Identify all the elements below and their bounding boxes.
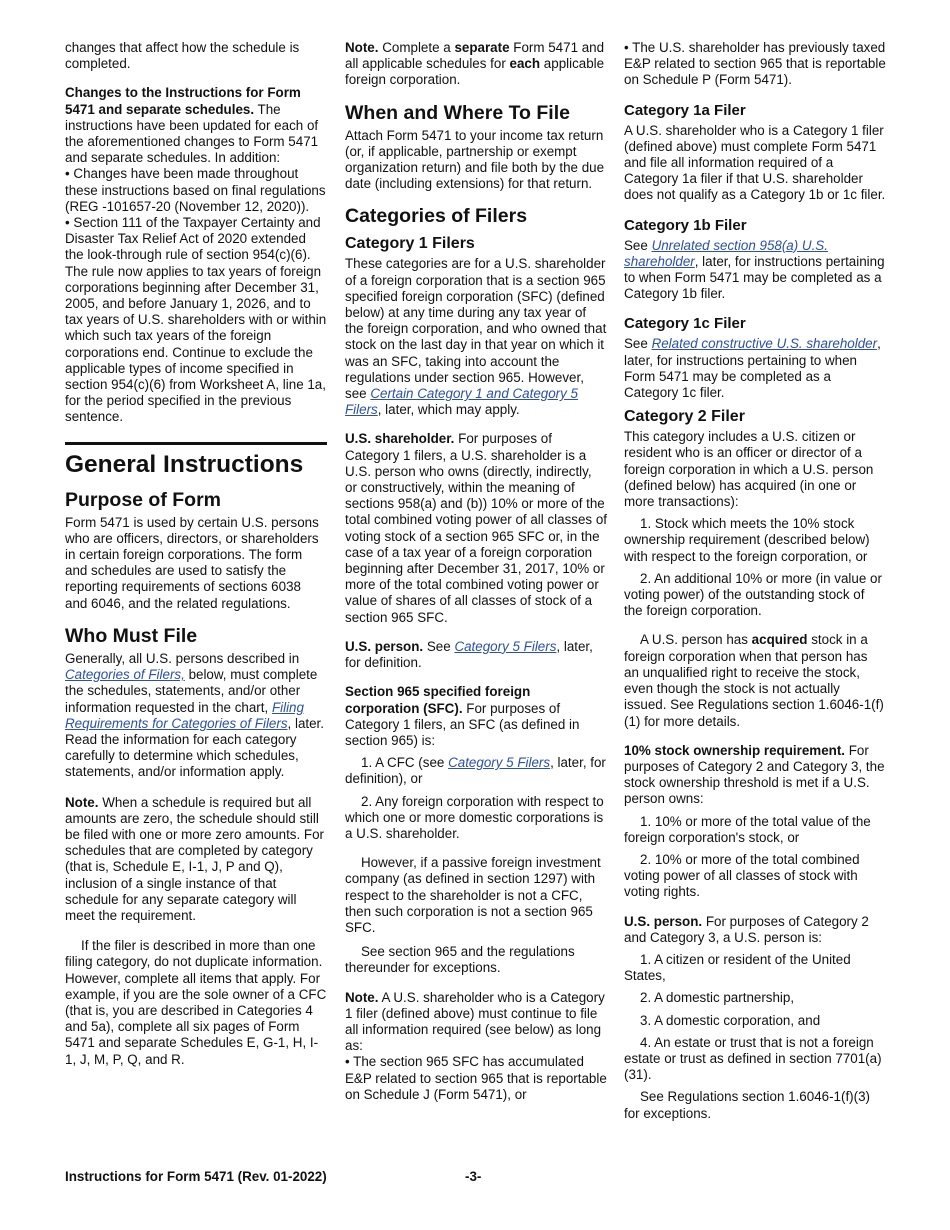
numbered-item <box>345 755 607 787</box>
heading-general-instructions: General Instructions <box>65 450 304 478</box>
text: For purposes of Category 1 filers, an SFC (as defined in section 965) is: <box>345 700 580 748</box>
text: , later. Read the information for each category carefully to determine which schedules, statements, and/or information apply. <box>65 715 325 780</box>
text: Complete a <box>382 40 451 55</box>
text: , later, for definition. <box>345 638 593 671</box>
bullet-item: • The section 965 SFC has accumulated E&P related to section 965 that is reportable on Schedule J (Form 5471), or <box>345 1054 607 1102</box>
paragraph: This category includes a U.S. citizen or resident who is an officer or director of a foreign corporation in which a U.S. person (defined below) has acquired (in one or more transactions): <box>624 429 874 510</box>
numbered-item: 2. 10% or more of the total combined voting power of all classes of stock with voting rights. <box>624 851 860 900</box>
text: , later, which may apply. <box>377 402 520 418</box>
note-label: Note. <box>65 794 99 810</box>
paragraph <box>65 651 327 781</box>
paragraph: changes that affect how the schedule is completed. <box>65 40 300 72</box>
numbered-item: 1. 10% or more of the total value of the foreign corporation's stock, or <box>624 813 871 845</box>
paragraph <box>624 743 886 808</box>
text: , later, for instructions pertaining to when Form 5471 may be completed as a Category 1b filer. <box>624 253 885 302</box>
text: See <box>624 336 648 352</box>
paragraph <box>345 431 607 625</box>
heading-category-1b: Category 1b Filer <box>624 216 747 234</box>
run-in-heading: Changes to the Instructions for Form 5471 and separate schedules. <box>65 85 301 117</box>
numbered-item: 1. Stock which meets the 10% stock ownership requirement (described below) with respect to the foreign corporation, or <box>624 516 870 564</box>
note-paragraph <box>345 990 607 1055</box>
numbered-item: 4. An estate or trust that is not a foreign estate or trust as defined in section 7701(a)(31). <box>624 1034 882 1083</box>
text: See <box>426 638 451 654</box>
page-footer <box>65 1169 885 1184</box>
text: These categories are for a U.S. shareholder of a foreign corporation that is a section 965 specified foreign corporation (SFC) (defined below) at any time during any tax year of the foreign corporation, and who owned that stock on the last day in that year on which it was an SFC, taking into account the regulations under section 965. However, see <box>345 256 607 402</box>
heading-who-must-file: Who Must File <box>65 624 198 647</box>
paragraph <box>65 85 327 166</box>
text: For purposes of Category 2 and Category 3, the stock ownership threshold is met if a U.S. person owns: <box>624 742 885 807</box>
note-paragraph <box>345 40 607 89</box>
run-in-heading: U.S. shareholder. <box>345 431 455 447</box>
numbered-item: 2. Any foreign corporation with respect to which one or more domestic corporations is a U.S. shareholder. <box>345 793 604 841</box>
text: , later, for definition), or <box>345 755 606 787</box>
text: A U.S. shareholder who is a Category 1 filer (defined above) must continue to file all information required (see below) as long as: <box>345 989 605 1054</box>
heading-when-and-where: When and Where To File <box>345 101 570 124</box>
run-in-heading: 10% stock ownership requirement. <box>624 742 846 758</box>
numbered-item: 1. A citizen or resident of the United States, <box>624 951 851 984</box>
link-categories-of-filers[interactable]: Categories of Filers, <box>65 667 185 683</box>
column-1 <box>65 40 327 1081</box>
column-3 <box>624 40 886 1135</box>
text: 1. A CFC (see <box>361 755 445 771</box>
paragraph <box>624 914 886 946</box>
text: stock in a foreign corporation when that person has an unqualified right to receive the stock, even though the stock is not actually issued. See Regulations section 1.6046-1(f)(1) for more details. <box>624 632 884 729</box>
run-in-heading: U.S. person. <box>345 638 424 654</box>
paragraph: However, if a passive foreign investment company (as defined in section 1297) with respect to the shareholder is not a CFC, then such corporation is not a section 965 SFC. <box>345 855 601 935</box>
text: See <box>624 237 648 253</box>
text: applicable foreign corporation. <box>345 56 605 88</box>
run-in-heading: Section 965 specified foreign corporation (SFC). <box>345 684 531 716</box>
paragraph <box>345 684 607 749</box>
numbered-item: 3. A domestic corporation, and <box>640 1012 821 1028</box>
bullet-item: • Changes have been made throughout these instructions based on final regulations (REG -101657-20 (November 12, 2020)). <box>65 166 326 214</box>
text: For purposes of Category 1 filers, a U.S. shareholder is a U.S. person who owns (directly, indirectly, or constructively, within the meaning of sections 958(a) and (b)) 10% or more of the total combined voting power of all classes of voting stock of a section 965 SFC or, in the case of a tax year of a foreign corporation beginning after December 31, 2017, 10% or more of the total combined voting power or value of shares of all classes of stock of a section 965 SFC. <box>345 431 608 625</box>
link-filing-requirements[interactable]: Filing Requirements for Categories of Filers <box>65 699 304 731</box>
heading-category-2: Category 2 Filer <box>624 408 745 426</box>
page-number: -3- <box>465 1169 482 1184</box>
paragraph <box>345 256 607 418</box>
text: The instructions have been updated for each of the aforementioned changes to Form 5471 and separate schedules. In addition: <box>65 101 319 166</box>
paragraph: A U.S. shareholder who is a Category 1 filer (defined above) must complete Form 5471 and file all information required of a Category 1a filer if that U.S. shareholder does not qualify as a Category 1b or 1c filer. <box>624 122 886 203</box>
paragraph: Form 5471 is used by certain U.S. persons who are officers, directors, or shareholders in certain foreign corporations. The form and schedules are used to satisfy the reporting requirements of sections 6038 and 6046, and the related regulations. <box>65 514 319 611</box>
paragraph <box>345 639 607 671</box>
numbered-item: 2. An additional 10% or more (in value or voting power) of the outstanding stock of the foreign corporation. <box>624 570 882 619</box>
text: When a schedule is required but all amounts are zero, the schedule should still be filed with one or more zero amounts. For schedules that are completed by category (that is, Schedule E, I-1, J, P and Q), inclusion of a single instance of that schedule for any separate category will meet the requirement. <box>65 794 325 923</box>
note-label: Note. <box>345 989 379 1005</box>
link-category-5-filers[interactable]: Category 5 Filers <box>454 638 557 654</box>
text: Form 5471 and all applicable schedules for <box>345 40 605 72</box>
heading-category-1: Category 1 Filers <box>345 235 475 253</box>
section-divider <box>65 442 327 445</box>
paragraph <box>624 632 886 729</box>
link-related-constructive-shareholder[interactable]: Related constructive U.S. shareholder <box>651 336 878 352</box>
note-label: Note. <box>345 40 379 55</box>
link-unrelated-958a-shareholder[interactable]: Unrelated section 958(a) U.S. shareholder <box>624 237 828 269</box>
link-category-5-filers[interactable]: Category 5 Filers <box>448 755 551 771</box>
column-2 <box>345 40 607 1103</box>
run-in-heading: U.S. person. <box>624 913 703 929</box>
bullet-item: • Section 111 of the Taxpayer Certainty and Disaster Tax Relief Act of 2020 extended the look-through rule of section 954(c)(6). The rule now applies to tax years of foreign corporations beginning after December 31, 2005, and before January 1, 2026, and to tax years of U.S. shareholders with or within which such tax years of the foreign corporations end. Continue to exclude the applicable types of income specified in section 954(c)(6) from Worksheet A, line 1a, for the period specified in the previous sentence. <box>65 215 327 425</box>
text: Generally, all U.S. persons described in <box>65 650 300 666</box>
paragraph <box>624 336 886 401</box>
paragraph: See Regulations section 1.6046-1(f)(3) for exceptions. <box>624 1089 871 1121</box>
paragraph <box>624 238 886 303</box>
emphasis: separate <box>454 40 510 55</box>
text: , later, for instructions pertaining to when Form 5471 may be completed as a Category 1c filer. <box>624 336 881 401</box>
numbered-item: 2. A domestic partnership, <box>640 990 795 1006</box>
link-certain-category-1-and-5[interactable]: Certain Category 1 and Category 5 Filers <box>345 386 579 418</box>
paragraph: If the filer is described in more than one filing category, do not duplicate information. However, complete all items that apply. For example, if you are the sole owner of a CFC (that is, you are described in Categories 4 and 5a), complete all six pages of Form 5471 and separate Schedules E, G-1, H, I-1, J, M, P, Q, and R. <box>65 938 327 1067</box>
note-paragraph <box>65 795 327 925</box>
heading-categories-of-filers: Categories of Filers <box>345 205 528 228</box>
paragraph: See section 965 and the regulations thereunder for exceptions. <box>345 944 575 976</box>
text: For purposes of Category 2 and Category 3, a U.S. person is: <box>624 913 869 945</box>
footer-title: Instructions for Form 5471 (Rev. 01-2022) <box>65 1169 327 1184</box>
emphasis: acquired <box>751 632 808 648</box>
bullet-item: • The U.S. shareholder has previously taxed E&P related to section 965 that is reportable on Schedule P (Form 5471). <box>624 40 886 88</box>
heading-category-1a: Category 1a Filer <box>624 101 746 119</box>
text: A U.S. person has <box>640 632 748 648</box>
heading-purpose-of-form: Purpose of Form <box>65 488 222 511</box>
text: below, must complete the schedules, statements, and/or other information requested in the chart, <box>65 667 318 715</box>
paragraph: Attach Form 5471 to your income tax return (or, if applicable, partnership or exempt organization return) and file both by the due date (including extensions) for that return. <box>345 127 605 192</box>
heading-category-1c: Category 1c Filer <box>624 315 746 333</box>
emphasis: each <box>509 56 541 72</box>
